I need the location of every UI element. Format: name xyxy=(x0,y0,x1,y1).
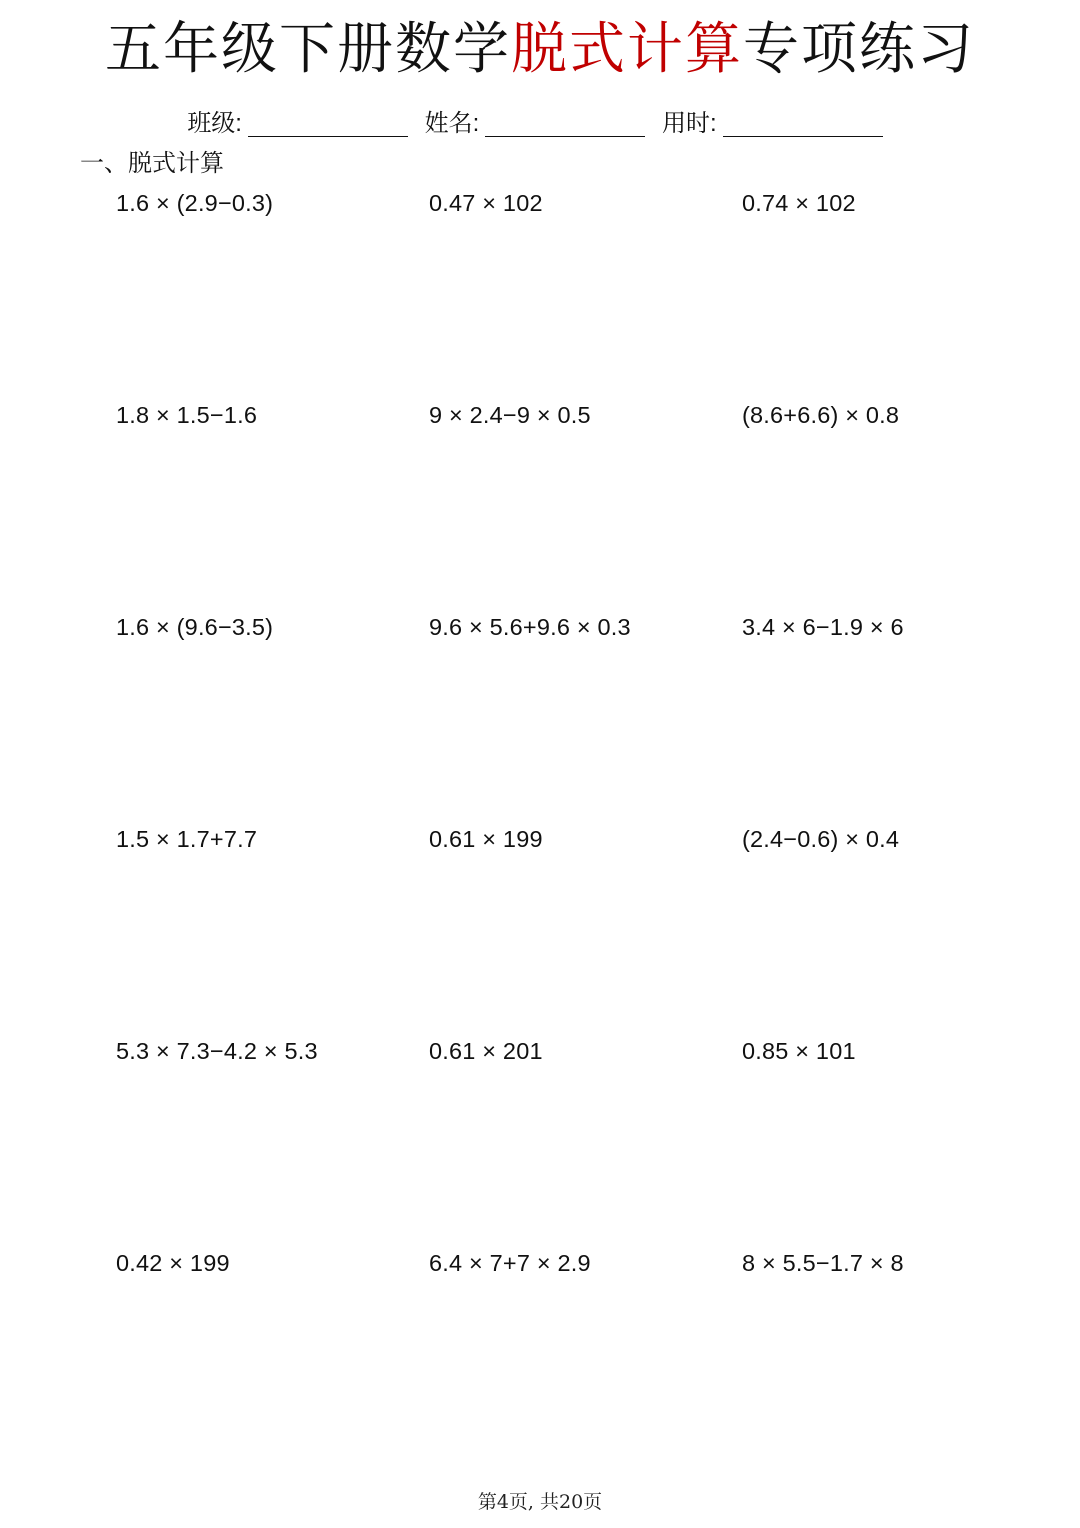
problem-item: (8.6+6.6) × 0.8 xyxy=(742,402,900,428)
title-part-1: 五年级下册数学 xyxy=(105,17,511,82)
problem-item: (2.4−0.6) × 0.4 xyxy=(742,826,900,852)
problem-item: 3.4 × 6−1.9 × 6 xyxy=(742,614,904,640)
time-label: 用时: xyxy=(662,110,717,137)
problem-item: 0.47 × 102 xyxy=(429,190,543,216)
time-blank-line[interactable] xyxy=(723,108,883,137)
problem-item: 1.6 × (9.6−3.5) xyxy=(116,614,274,640)
class-label: 班级: xyxy=(187,110,242,137)
problem-item: 1.6 × (2.9−0.3) xyxy=(116,190,274,216)
problem-item: 6.4 × 7+7 × 2.9 xyxy=(429,1250,591,1276)
problem-item: 0.42 × 199 xyxy=(116,1250,230,1276)
page-footer: 第4页, 共20页 xyxy=(477,1491,603,1513)
name-label: 姓名: xyxy=(424,110,480,137)
problem-item: 9 × 2.4−9 × 0.5 xyxy=(429,402,591,428)
problem-item: 1.8 × 1.5−1.6 xyxy=(116,402,258,428)
problem-item: 8 × 5.5−1.7 × 8 xyxy=(742,1250,904,1276)
problem-item: 9.6 × 5.6+9.6 × 0.3 xyxy=(429,614,631,640)
problem-grid xyxy=(116,186,1056,1458)
problem-item: 0.74 × 102 xyxy=(742,190,856,216)
title-highlight: 脱式计算 xyxy=(511,17,743,82)
problem-item: 0.61 × 201 xyxy=(429,1038,543,1064)
problem-item: 1.5 × 1.7+7.7 xyxy=(116,826,258,852)
student-info-row xyxy=(0,104,1080,144)
problem-item: 0.85 × 101 xyxy=(742,1038,856,1064)
problem-item: 5.3 × 7.3−4.2 × 5.3 xyxy=(116,1038,318,1064)
problem-item: 0.61 × 199 xyxy=(429,826,543,852)
name-blank-line[interactable] xyxy=(485,108,645,137)
page-title xyxy=(0,14,1080,86)
class-blank-line[interactable] xyxy=(248,108,408,137)
section-heading: 一、脱式计算 xyxy=(80,150,224,177)
title-part-2: 专项练习 xyxy=(743,17,975,82)
